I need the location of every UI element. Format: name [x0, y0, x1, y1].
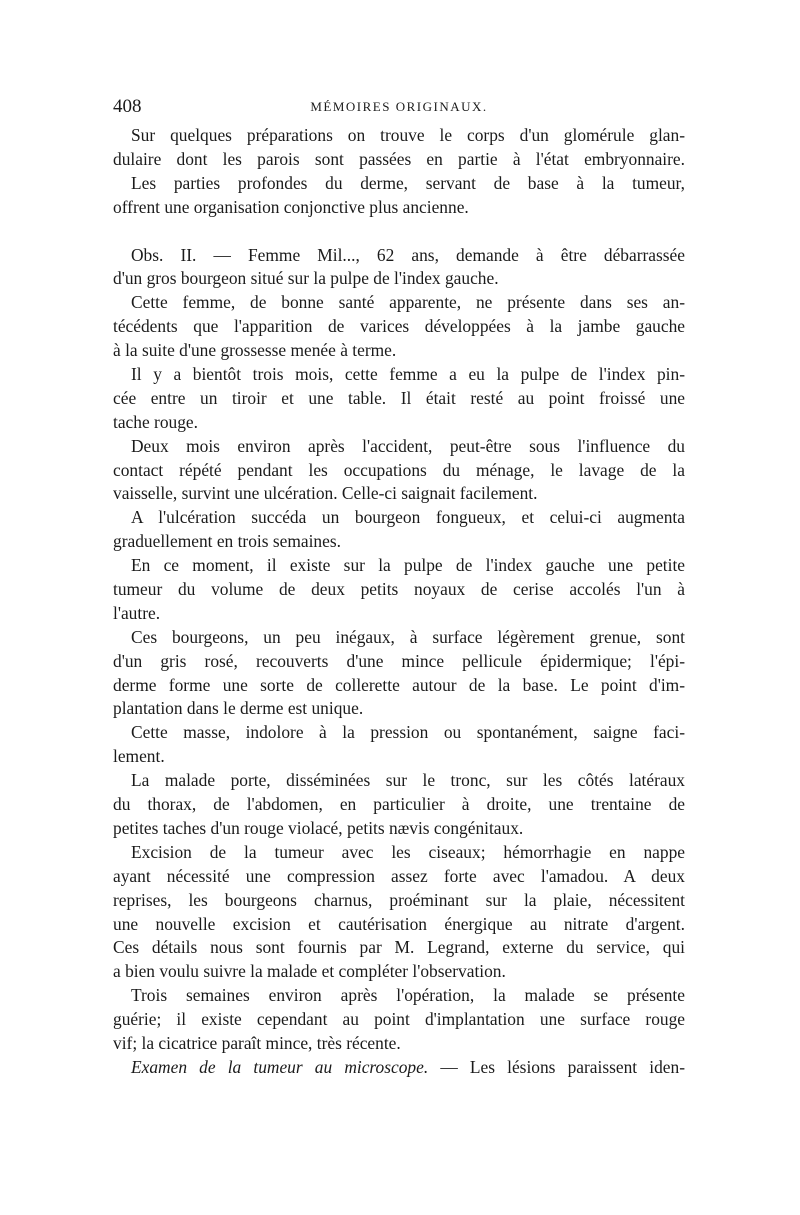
- text-line: Trois semaines environ après l'opération, la malade se présente: [131, 985, 685, 1006]
- text-line: d'un gris rosé, recouverts d'une mince pellicule épidermique; l'épi-: [113, 650, 685, 671]
- text-line: tache rouge.: [113, 411, 198, 432]
- document-page: [113, 96, 685, 1080]
- text-line: du thorax, de l'abdomen, en particulier à droite, une trentaine de: [113, 794, 685, 815]
- text-line: a bien voulu suivre la malade et compléter l'observation.: [113, 961, 506, 982]
- text-line: Cette masse, indolore à la pression ou spontanément, saigne faci-: [131, 722, 685, 743]
- text-line: l'autre.: [113, 602, 161, 623]
- text-line: La malade porte, disséminées sur le tronc, sur les côtés latéraux: [131, 770, 685, 791]
- page-number: 408: [113, 96, 142, 117]
- page-header: [113, 96, 685, 124]
- text-line: Les parties profondes du derme, servant de base à la tumeur,: [131, 172, 685, 193]
- text-line: d'un gros bourgeon situé sur la pulpe de l'index gauche.: [113, 268, 499, 289]
- text-line: Deux mois environ après l'accident, peut-être sous l'influence du: [131, 435, 685, 456]
- text-line: dulaire dont les parois sont passées en partie à l'état embryonnaire.: [113, 148, 685, 169]
- text-line: guérie; il existe cependant au point d'implantation une surface rouge: [113, 1009, 685, 1030]
- text-line: Ces bourgeons, un peu inégaux, à surface légèrement grenue, sont: [131, 626, 685, 647]
- text-line: En ce moment, il existe sur la pulpe de l'index gauche une petite: [131, 555, 685, 576]
- text-line: graduellement en trois semaines.: [113, 531, 341, 552]
- text-line: derme forme une sorte de collerette autour de la base. Le point d'im-: [113, 674, 685, 695]
- text-line: Sur quelques préparations on trouve le corps d'un glomérule glan-: [131, 125, 685, 145]
- text-line: ayant nécessité une compression assez forte avec l'amadou. A deux: [113, 865, 685, 886]
- text-line: Excision de la tumeur avec les ciseaux; hémorrhagie en nappe: [131, 841, 685, 862]
- text-continuation: — Les lésions paraissent iden-: [428, 1056, 685, 1077]
- text-line: Cette femme, de bonne santé apparente, ne présente dans ses an-: [131, 292, 685, 313]
- running-head: MÉMOIRES ORIGINAUX.: [310, 99, 488, 114]
- text-line: cée entre un tiroir et une table. Il était resté au point froissé une: [113, 387, 685, 408]
- text-line: contact répété pendant les occupations du ménage, le lavage de la: [113, 459, 685, 480]
- italic-heading: Examen de la tumeur au microscope.: [131, 1056, 429, 1077]
- text-line: Obs. II. — Femme Mil..., 62 ans, demande à être débarrassée: [131, 244, 685, 265]
- text-line: técédents que l'apparition de varices développées à la jambe gauche: [113, 316, 685, 337]
- text-line: petites taches d'un rouge violacé, petits nævis congénitaux.: [113, 817, 524, 838]
- text-line: à la suite d'une grossesse menée à terme.: [113, 340, 397, 361]
- text-line: offrent une organisation conjonctive plus ancienne.: [113, 196, 469, 217]
- text-line: reprises, les bourgeons charnus, proéminant sur la plaie, nécessitent: [113, 889, 685, 910]
- text-line: Il y a bientôt trois mois, cette femme a eu la pulpe de l'index pin-: [131, 364, 685, 385]
- paragraph-gap: [113, 220, 685, 244]
- text-line: Ces détails nous sont fournis par M. Legrand, externe du service, qui: [113, 937, 685, 958]
- text-line: lement.: [113, 746, 165, 767]
- text-line-final: [113, 1056, 685, 1080]
- text-line: vaisselle, survint une ulcération. Celle-ci saignait facilement.: [113, 483, 538, 504]
- text-line: plantation dans le derme est unique.: [113, 698, 364, 719]
- text-line: une nouvelle excision et cautérisation énergique au nitrate d'argent.: [113, 913, 685, 934]
- text-line: vif; la cicatrice paraît mince, très récente.: [113, 1032, 401, 1053]
- text-line: tumeur du volume de deux petits noyaux de cerise accolés l'un à: [113, 579, 685, 600]
- body-text: [113, 124, 685, 1080]
- text-line: A l'ulcération succéda un bourgeon fongueux, et celui-ci augmenta: [131, 507, 685, 528]
